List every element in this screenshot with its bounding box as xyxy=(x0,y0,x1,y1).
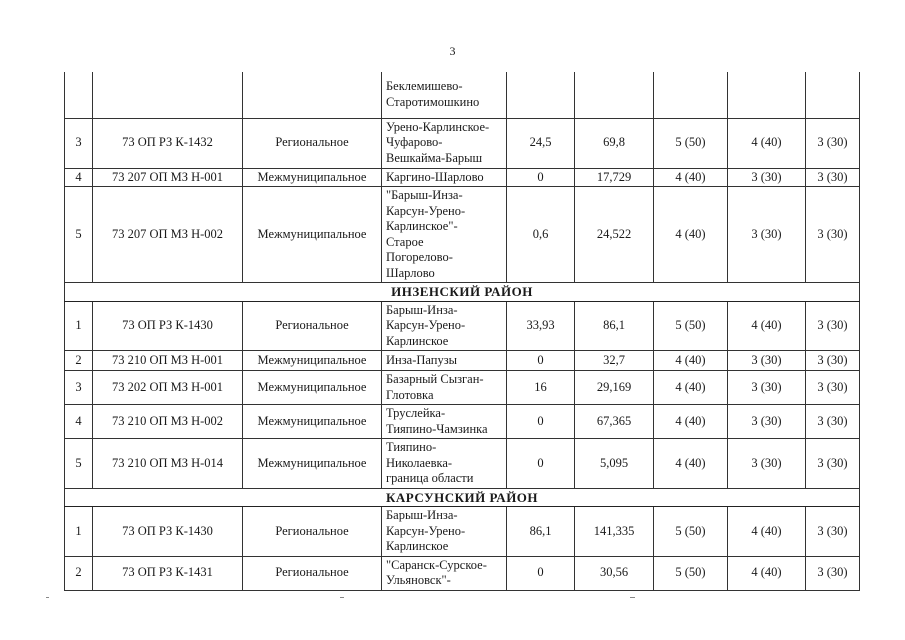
load-class-2: 3 (30) xyxy=(728,187,806,283)
road-name: "Барыш-Инза- Карсун-Урено- Карлинское"- Старое Погорелово- Шарлово xyxy=(382,187,507,283)
load-class-2 xyxy=(728,72,806,118)
length-start: 86,1 xyxy=(507,507,575,557)
road-category: Межмуниципальное xyxy=(243,351,382,371)
road-code: 73 202 ОП МЗ Н-001 xyxy=(93,371,243,405)
length-start: 0 xyxy=(507,556,575,590)
road-row xyxy=(65,118,860,168)
load-class-2: 3 (30) xyxy=(728,168,806,187)
district-title: КАРСУНСКИЙ РАЙОН xyxy=(65,488,860,507)
road-name: Труслейка- Тияпино-Чамзинка xyxy=(382,405,507,439)
length-start: 0,6 xyxy=(507,187,575,283)
road-code: 73 ОП РЗ К-1430 xyxy=(93,507,243,557)
load-class-3: 3 (30) xyxy=(806,187,860,283)
road-row xyxy=(65,187,860,283)
row-number: 5 xyxy=(65,187,93,283)
district-header-row xyxy=(65,283,860,302)
road-name: Беклемишево- Старотимошкино xyxy=(382,72,507,118)
road-code xyxy=(93,72,243,118)
load-class-1: 4 (40) xyxy=(654,168,728,187)
roads-table xyxy=(64,72,860,591)
load-class-1: 4 (40) xyxy=(654,439,728,489)
load-class-1: 5 (50) xyxy=(654,507,728,557)
load-class-2: 4 (40) xyxy=(728,118,806,168)
row-number: 4 xyxy=(65,405,93,439)
district-title: ИНЗЕНСКИЙ РАЙОН xyxy=(65,283,860,302)
road-code: 73 ОП РЗ К-1431 xyxy=(93,556,243,590)
length-end xyxy=(575,72,654,118)
road-category: Межмуниципальное xyxy=(243,405,382,439)
road-row xyxy=(65,405,860,439)
load-class-1: 5 (50) xyxy=(654,556,728,590)
road-category: Региональное xyxy=(243,301,382,351)
load-class-1: 5 (50) xyxy=(654,118,728,168)
length-end: 69,8 xyxy=(575,118,654,168)
load-class-3: 3 (30) xyxy=(806,439,860,489)
length-end: 32,7 xyxy=(575,351,654,371)
road-row xyxy=(65,72,860,118)
load-class-3: 3 (30) xyxy=(806,118,860,168)
road-code: 73 ОП РЗ К-1432 xyxy=(93,118,243,168)
road-name: Инза-Папузы xyxy=(382,351,507,371)
length-end: 67,365 xyxy=(575,405,654,439)
page-number: 3 xyxy=(449,44,456,58)
load-class-2: 3 (30) xyxy=(728,439,806,489)
road-row xyxy=(65,301,860,351)
row-number: 3 xyxy=(65,371,93,405)
load-class-3: 3 (30) xyxy=(806,371,860,405)
table-body xyxy=(65,72,860,590)
length-start: 16 xyxy=(507,371,575,405)
road-name: Урено-Карлинское- Чуфарово- Вешкайма-Барыш xyxy=(382,118,507,168)
road-row xyxy=(65,168,860,187)
row-number: 5 xyxy=(65,439,93,489)
length-end: 29,169 xyxy=(575,371,654,405)
length-start: 0 xyxy=(507,168,575,187)
road-code: 73 210 ОП МЗ Н-001 xyxy=(93,351,243,371)
length-start: 0 xyxy=(507,439,575,489)
length-start: 24,5 xyxy=(507,118,575,168)
length-start: 33,93 xyxy=(507,301,575,351)
load-class-3: 3 (30) xyxy=(806,351,860,371)
road-code: 73 207 ОП МЗ Н-002 xyxy=(93,187,243,283)
road-category: Межмуниципальное xyxy=(243,168,382,187)
road-category xyxy=(243,72,382,118)
length-end: 30,56 xyxy=(575,556,654,590)
length-end: 5,095 xyxy=(575,439,654,489)
road-row xyxy=(65,439,860,489)
load-class-1 xyxy=(654,72,728,118)
load-class-3: 3 (30) xyxy=(806,556,860,590)
road-row xyxy=(65,351,860,371)
road-category: Межмуниципальное xyxy=(243,187,382,283)
row-number xyxy=(65,72,93,118)
load-class-2: 4 (40) xyxy=(728,301,806,351)
road-name: Барыш-Инза- Карсун-Урено- Карлинское xyxy=(382,301,507,351)
length-end: 17,729 xyxy=(575,168,654,187)
length-start: 0 xyxy=(507,351,575,371)
scan-noise xyxy=(40,597,860,601)
row-number: 1 xyxy=(65,301,93,351)
road-category: Региональное xyxy=(243,507,382,557)
length-end: 141,335 xyxy=(575,507,654,557)
road-category: Межмуниципальное xyxy=(243,371,382,405)
load-class-3: 3 (30) xyxy=(806,405,860,439)
road-category: Межмуниципальное xyxy=(243,439,382,489)
road-code: 73 ОП РЗ К-1430 xyxy=(93,301,243,351)
road-category: Региональное xyxy=(243,118,382,168)
load-class-1: 4 (40) xyxy=(654,187,728,283)
length-end: 86,1 xyxy=(575,301,654,351)
road-name: Барыш-Инза- Карсун-Урено- Карлинское xyxy=(382,507,507,557)
road-code: 73 210 ОП МЗ Н-002 xyxy=(93,405,243,439)
load-class-2: 3 (30) xyxy=(728,371,806,405)
load-class-3: 3 (30) xyxy=(806,507,860,557)
row-number: 2 xyxy=(65,556,93,590)
road-name: Каргино-Шарлово xyxy=(382,168,507,187)
load-class-1: 4 (40) xyxy=(654,371,728,405)
road-category: Региональное xyxy=(243,556,382,590)
length-end: 24,522 xyxy=(575,187,654,283)
row-number: 4 xyxy=(65,168,93,187)
road-name: Базарный Сызган- Глотовка xyxy=(382,371,507,405)
load-class-1: 5 (50) xyxy=(654,301,728,351)
load-class-3: 3 (30) xyxy=(806,301,860,351)
road-code: 73 207 ОП МЗ Н-001 xyxy=(93,168,243,187)
load-class-2: 3 (30) xyxy=(728,405,806,439)
load-class-2: 4 (40) xyxy=(728,507,806,557)
load-class-1: 4 (40) xyxy=(654,351,728,371)
district-header-row xyxy=(65,488,860,507)
road-name: Тияпино- Николаевка- граница области xyxy=(382,439,507,489)
length-start xyxy=(507,72,575,118)
road-row xyxy=(65,371,860,405)
load-class-1: 4 (40) xyxy=(654,405,728,439)
road-row xyxy=(65,556,860,590)
length-start: 0 xyxy=(507,405,575,439)
road-code: 73 210 ОП МЗ Н-014 xyxy=(93,439,243,489)
road-row xyxy=(65,507,860,557)
row-number: 2 xyxy=(65,351,93,371)
load-class-3 xyxy=(806,72,860,118)
row-number: 3 xyxy=(65,118,93,168)
load-class-3: 3 (30) xyxy=(806,168,860,187)
load-class-2: 4 (40) xyxy=(728,556,806,590)
row-number: 1 xyxy=(65,507,93,557)
load-class-2: 3 (30) xyxy=(728,351,806,371)
road-name: "Саранск-Сурское- Ульяновск"- xyxy=(382,556,507,590)
